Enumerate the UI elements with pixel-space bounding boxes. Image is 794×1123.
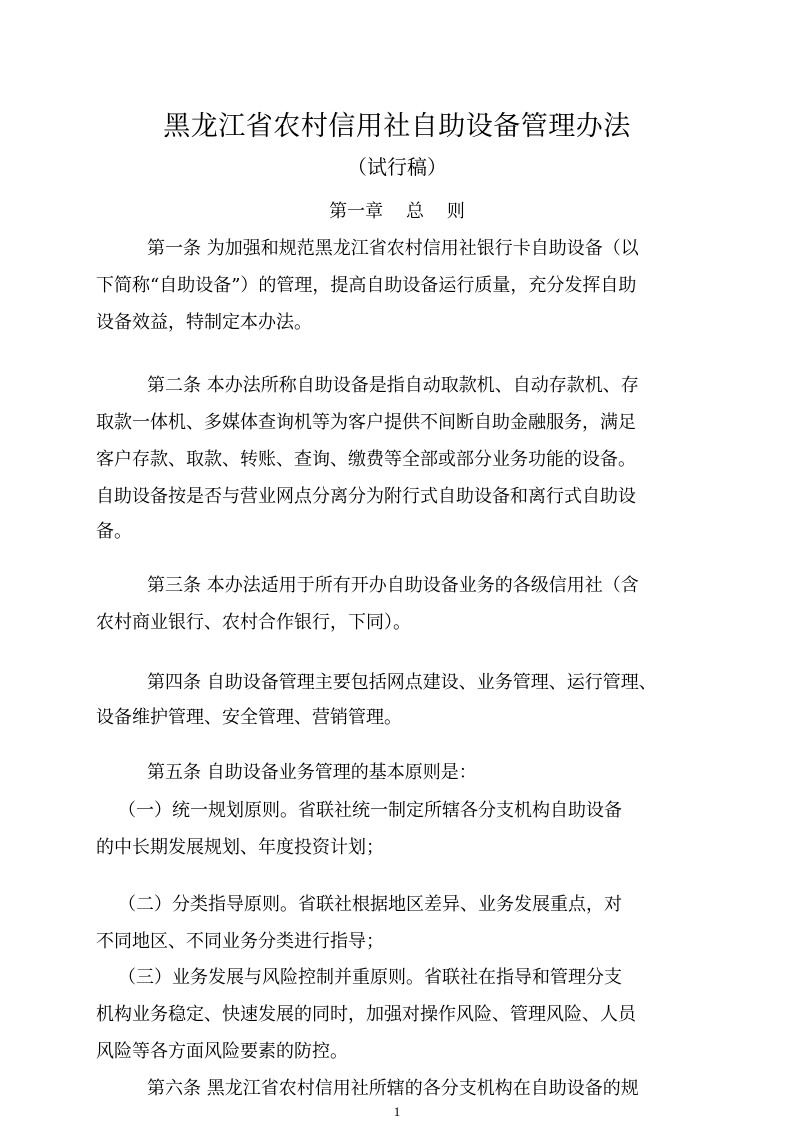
principle-3-line-1: （三）业务发展与风险控制并重原则。省联社在指导和管理分支 [118, 967, 622, 988]
article-1-line-1: 第一条 为加强和规范黑龙江省农村信用社银行卡自助设备（以 [147, 238, 639, 259]
article-3-line-2: 农村商业银行、农村合作银行，下同）。 [96, 612, 411, 633]
article-1-line-2: 下简称“自助设备”）的管理，提高自助设备运行质量，充分发挥自助 [96, 275, 637, 296]
page-number: 1 [393, 1104, 401, 1119]
document-subtitle: （试行稿） [347, 155, 447, 179]
principle-1-line-1: （一）统一规划原则。省联社统一制定所辖各分支机构自助设备 [118, 800, 622, 821]
principle-2-line-2: 不同地区、不同业务分类进行指导； [96, 931, 384, 952]
article-2-line-1: 第二条 本办法所称自助设备是指自动取款机、自动存款机、存 [147, 375, 639, 396]
article-2-line-3: 客户存款、取款、转账、查询、缴费等全部或部分业务功能的设备。 [96, 449, 636, 470]
article-2-line-4: 自助设备按是否与营业网点分离分为附行式自助设备和离行式自助设 [96, 486, 636, 507]
article-4-line-1: 第四条 自助设备管理主要包括网点建设、业务管理、运行管理、 [147, 672, 657, 693]
article-2-line-2: 取款一体机、多媒体查询机等为客户提供不间断自助金融服务，满足 [96, 412, 636, 433]
chapter-heading: 第一章 总 则 [329, 201, 465, 222]
document-title: 黑龙江省农村信用社自助设备管理办法 [163, 111, 631, 142]
article-3-line-1: 第三条 本办法适用于所有开办自助设备业务的各级信用社（含 [147, 575, 639, 596]
article-1-line-3: 设备效益，特制定本办法。 [96, 312, 312, 333]
article-5-line-1: 第五条 自助设备业务管理的基本原则是： [147, 762, 477, 783]
principle-3-line-3: 风险等各方面风险要素的防控。 [96, 1041, 348, 1062]
article-2-line-5: 备。 [96, 521, 132, 542]
principle-3-line-2: 机构业务稳定、快速发展的同时，加强对操作风险、管理风险、人员 [96, 1004, 636, 1025]
article-6-line-1: 第六条 黑龙江省农村信用社所辖的各分支机构在自助设备的规 [147, 1078, 639, 1099]
principle-2-line-1: （二）分类指导原则。省联社根据地区差异、业务发展重点，对 [118, 894, 622, 915]
article-4-line-2: 设备维护管理、安全管理、营销管理。 [96, 707, 402, 728]
principle-1-line-2: 的中长期发展规划、年度投资计划； [96, 837, 384, 858]
